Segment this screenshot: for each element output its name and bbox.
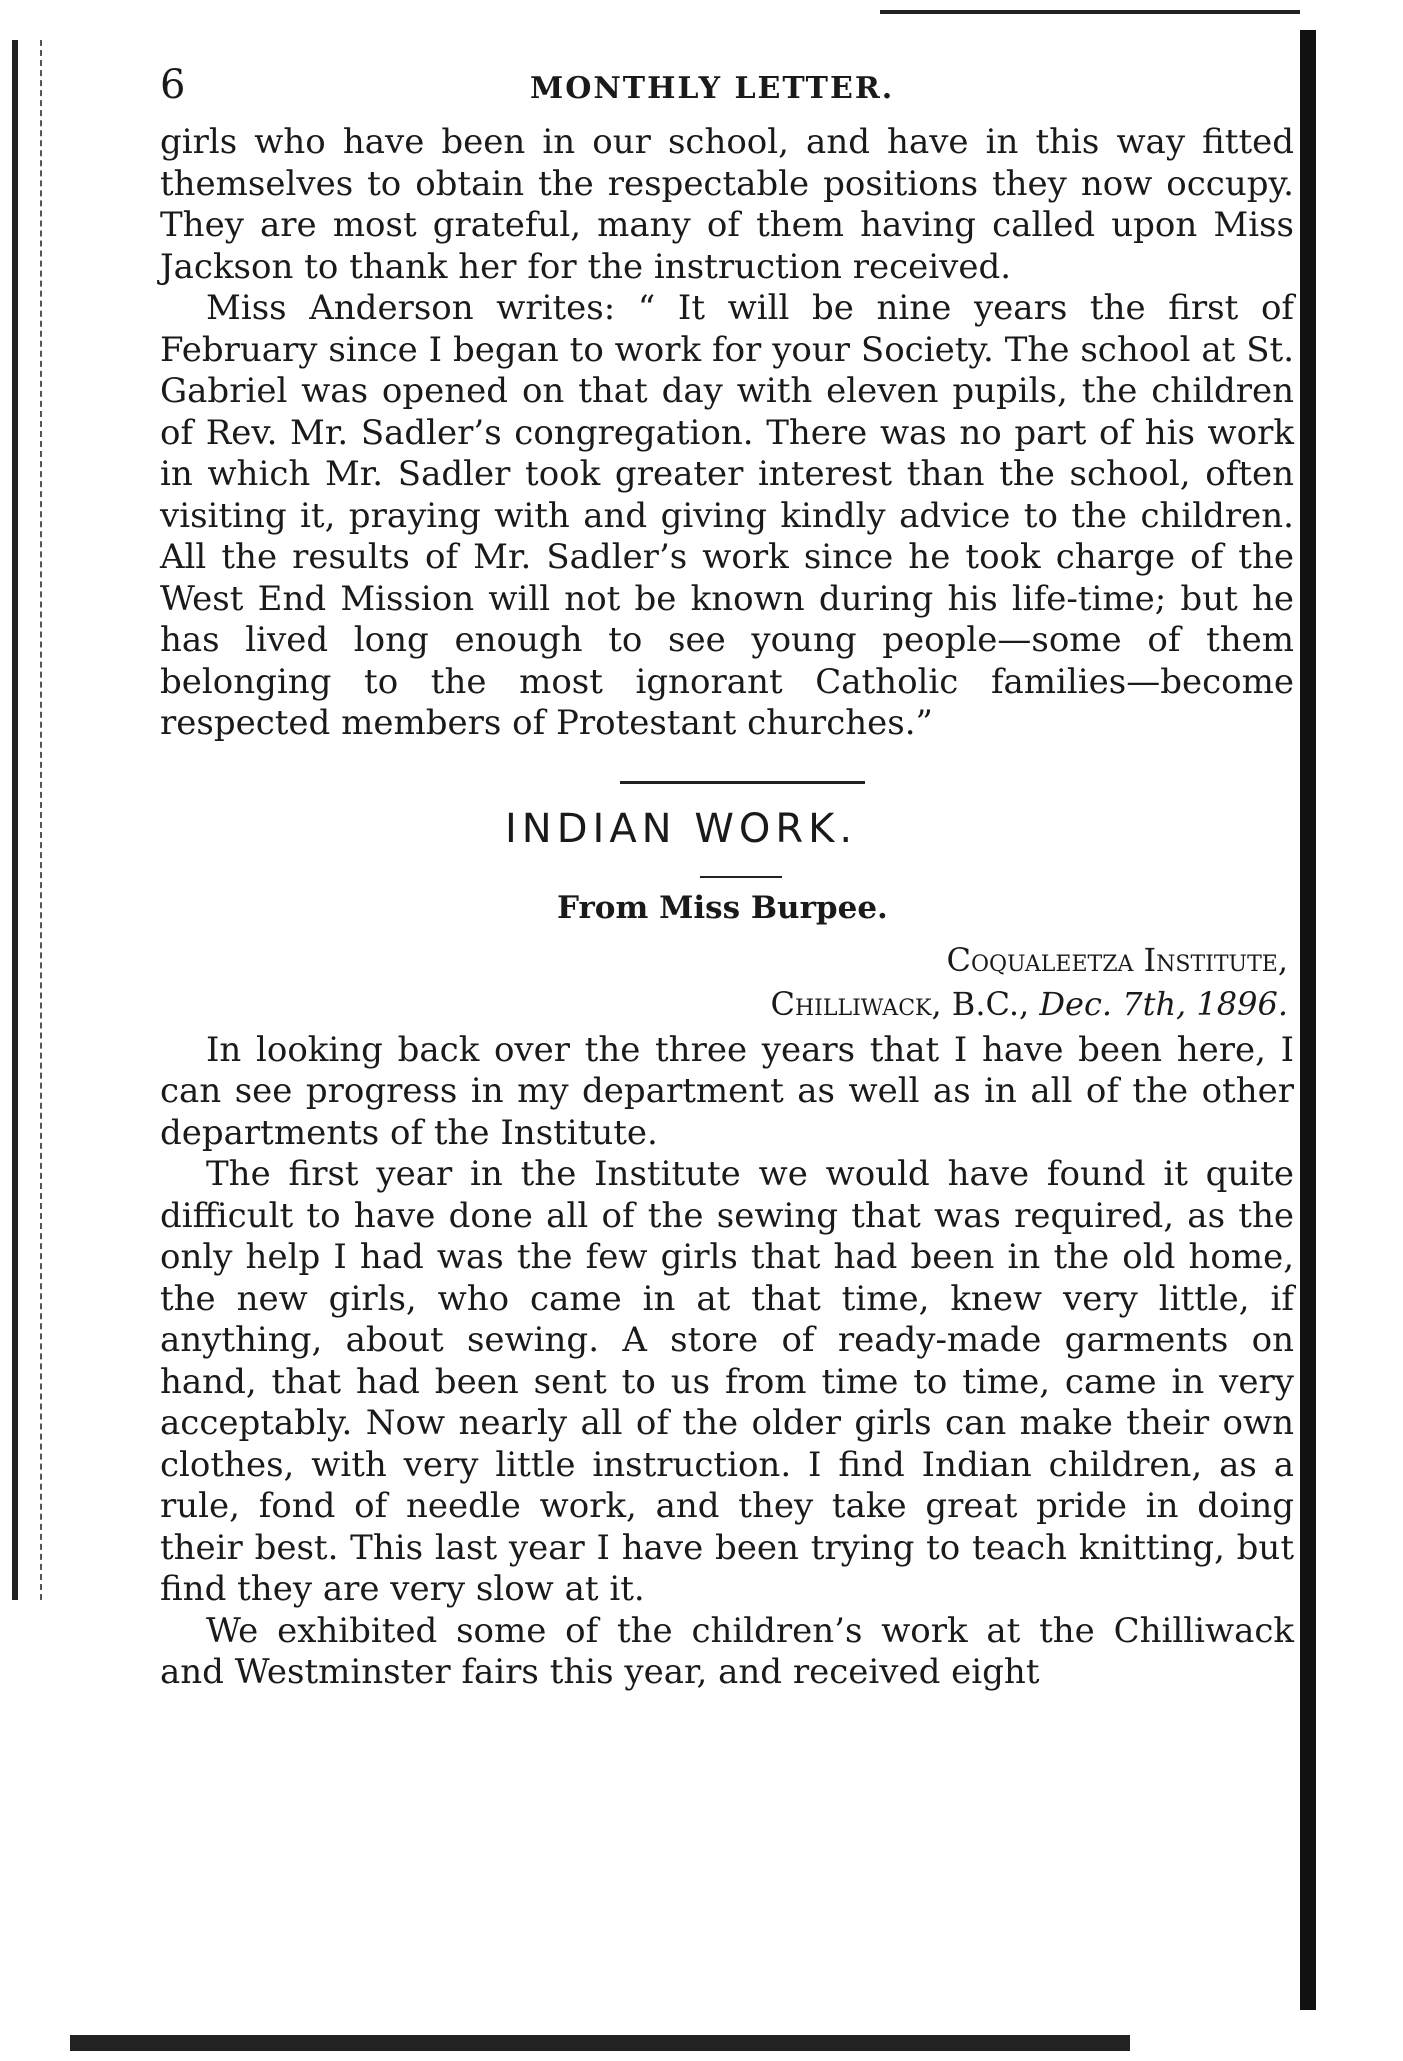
dateline	[160, 938, 1308, 1026]
page	[160, 62, 1308, 1694]
paragraph: girls who have been in our school, and have in this way fitted themselves to obtain the respectable positions they now occupy. They are most grateful, many of them having called upon Miss Jackson to thank her for the instruction received.	[160, 122, 1294, 287]
paragraph: We exhibited some of the children’s work at the Chilliwack and Westminster fairs this year, and received eight	[160, 1610, 1294, 1692]
dateline-institution: Coqualeetza Institute,	[946, 940, 1288, 979]
section-divider-rule	[620, 781, 865, 784]
running-head	[160, 62, 1308, 122]
scan-top-rule	[880, 10, 1300, 14]
heading-underline-rule	[700, 876, 782, 878]
section-heading: INDIAN WORK.	[505, 805, 858, 852]
dateline-place-date	[160, 982, 1288, 1026]
scan-bottom-edge-bar	[70, 2035, 1130, 2051]
paragraph: The first year in the Institute we would have found it quite difficult to have done all of the sewing that was required, as the only help I had was the few girls that had been in the old home, the new girls, who came in at that time, knew very little, if anything, about sewing. A store of ready-made garments on hand, that had been sent to us from time to time, came in very acceptably. Now nearly all of the older girls can make their own clothes, with very little instruction. I find Indian children, as a rule, fond of needle work, and they take great pride in doing their best. This last year I have been trying to teach knitting, but find they are very slow at it.	[160, 1154, 1294, 1609]
paragraph: In looking back over the three years that I have been here, I can see progress in my department as well as in all of the other departments of the Institute.	[160, 1029, 1294, 1153]
byline: From Miss Burpee.	[557, 889, 888, 926]
running-title: MONTHLY LETTER.	[530, 71, 895, 106]
paragraph: Miss Anderson writes: “ It will be nine years the first of February since I began to work for your Society. The school at St. Gabriel was opened on that day with eleven pupils, the children of Rev. Mr. Sadler’s congregation. There was no part of his work in which Mr. Sadler took greater interest than the school, often visiting it, praying with and giving kindly advice to the children. All the results of Mr. Sadler’s work since he took charge of the West End Mission will not be known during his life-time; but he has lived long enough to see young people—some of them belonging to the most ignorant Catholic families—become respected members of Protestant churches.”	[160, 288, 1294, 743]
text-block-bottom	[160, 1030, 1308, 1694]
dateline-date: Dec. 7th, 1896.	[1039, 984, 1288, 1023]
dateline-place: Chilliwack, B.C.,	[770, 984, 1030, 1023]
scan-binding-edge	[12, 40, 42, 1600]
page-number: 6	[160, 62, 186, 108]
text-block-top	[160, 122, 1308, 745]
